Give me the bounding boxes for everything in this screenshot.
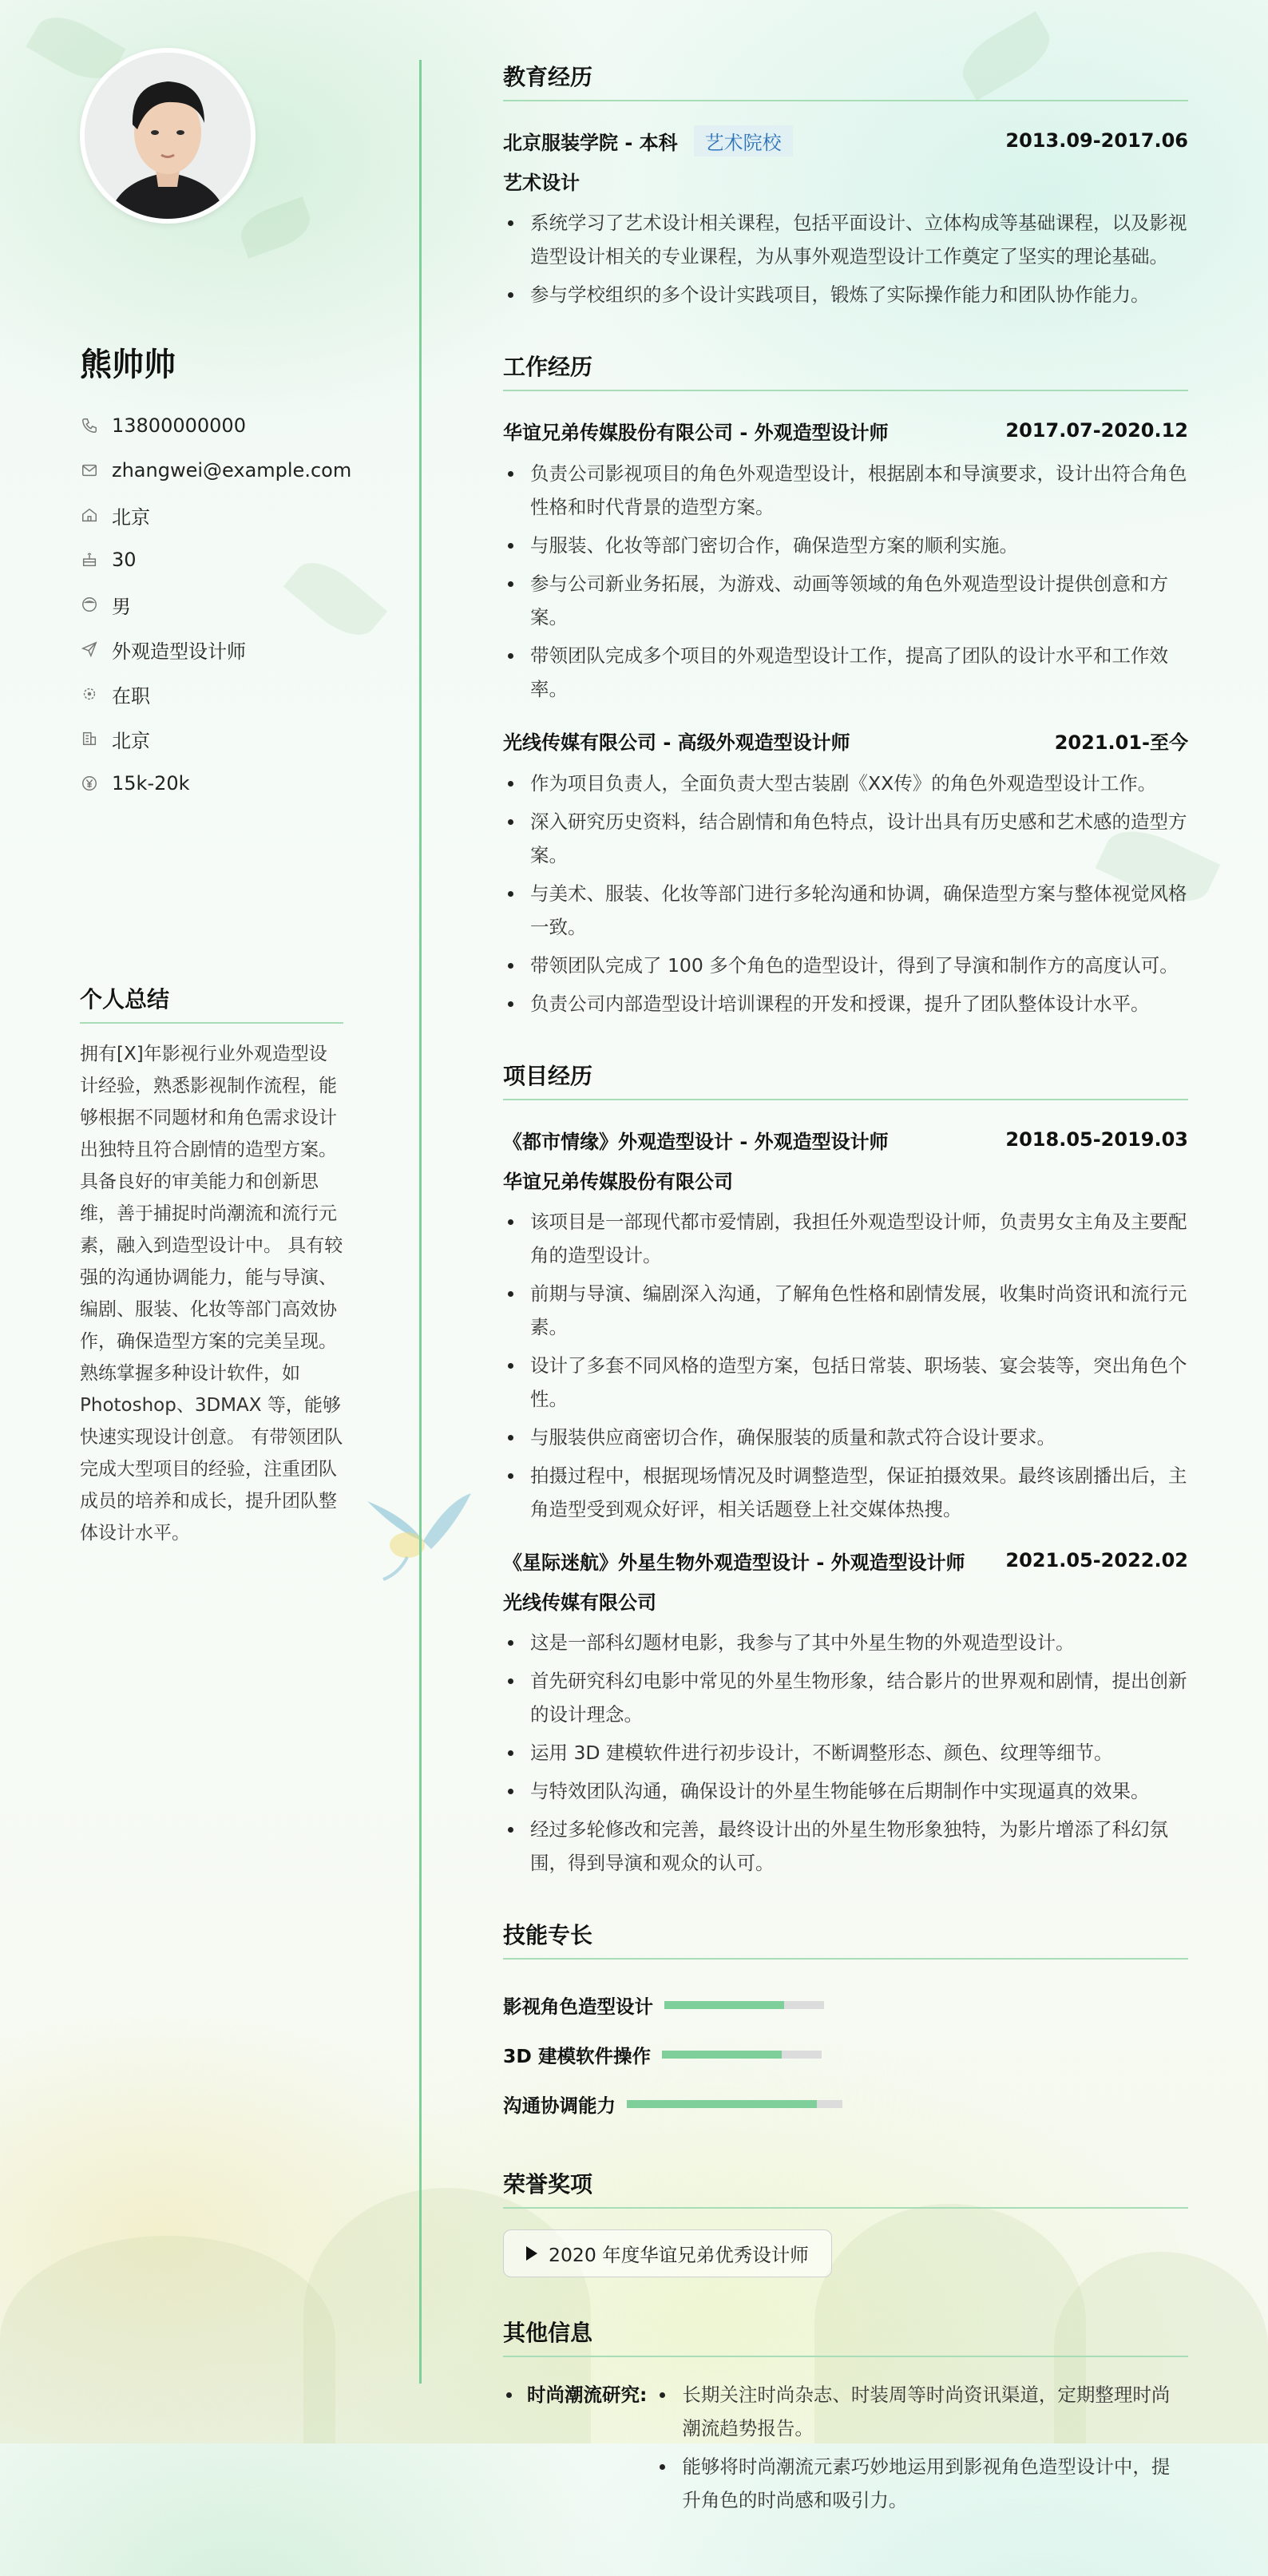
job-head — [503, 722, 1188, 759]
phone-text: 13800000000 — [112, 414, 246, 437]
project-head — [503, 1121, 1188, 1158]
mail-icon — [80, 461, 99, 480]
avatar — [80, 48, 256, 224]
phone-icon — [80, 416, 99, 435]
skill-bar-fill — [662, 2051, 782, 2059]
skill-name: 影视角色造型设计 — [503, 1995, 653, 2018]
list-item: 带领团队完成多个项目的外观造型设计工作，提高了团队的设计水平和工作效率。 — [503, 639, 1188, 706]
gender-item — [80, 582, 351, 627]
list-item: 设计了多套不同风格的造型方案，包括日常装、职场装、宴会装等，突出角色个性。 — [503, 1349, 1188, 1416]
list-item: 拍摄过程中，根据现场情况及时调整造型，保证拍摄效果。最终该剧播出后，主角造型受到观众好评，相关话题登上社交媒体热搜。 — [503, 1459, 1188, 1526]
list-item: 系统学习了艺术设计相关课程，包括平面设计、立体构成等基础课程，以及影视造型设计相关的专业课程，为从事外观造型设计工作奠定了坚实的理论基础。 — [503, 206, 1188, 273]
job-title: 华谊兄弟传媒股份有限公司 - 外观造型设计师 — [503, 421, 889, 444]
major: 艺术设计 — [503, 172, 580, 194]
list-item: 与服装、化妆等部门密切合作，确保造型方案的顺利实施。 — [503, 529, 1188, 562]
person-face-icon — [80, 595, 99, 614]
list-item: 负责公司影视项目的角色外观造型设计，根据剧本和导演要求，设计出符合角色性格和时代背景的造型方案。 — [503, 457, 1188, 524]
list-item: 与美术、服装、化妆等部门进行多轮沟通和协调，确保造型方案与整体视觉风格一致。 — [503, 877, 1188, 944]
school-tag: 艺术院校 — [694, 125, 793, 157]
city-item — [80, 716, 351, 761]
list-item: 带领团队完成了 100 多个角色的造型设计，得到了导演和制作方的高度认可。 — [503, 949, 1188, 982]
status-item — [80, 672, 351, 716]
work-section — [503, 350, 1188, 1020]
education-bullets — [503, 206, 1188, 311]
location-item — [80, 493, 351, 537]
divider-line — [419, 60, 422, 2384]
list-item: 与服装供应商密切合作，确保服装的质量和款式符合设计要求。 — [503, 1421, 1188, 1454]
project-bullets — [503, 1626, 1188, 1880]
list-item: 深入研究历史资料，结合剧情和角色特点，设计出具有历史感和艺术感的造型方案。 — [503, 805, 1188, 872]
education-head — [503, 122, 1188, 159]
job-bullets — [503, 457, 1188, 706]
skill-name: 3D 建模软件操作 — [503, 2045, 652, 2067]
skill-bar-fill — [664, 2001, 784, 2009]
list-item: 首先研究科幻电影中常见的外星生物形象，结合影片的世界观和剧情，提出创新的设计理念。 — [503, 1664, 1188, 1731]
work-title: 工作经历 — [503, 350, 1188, 391]
job-head — [503, 412, 1188, 449]
skills-list — [503, 1980, 1188, 2129]
summary-text: 拥有[X]年影视行业外观造型设计经验，熟悉影视制作流程，能够根据不同题材和角色需求设计出独特且符合剧情的造型方案。 具备良好的审美能力和创新思维，善于捕捉时尚潮流和流行元素，融入到造型设计中。 具有较强的沟通协调能力，能与导演、编剧、服装、化妆等部门高效协作，确保造型方案的完美呈现。 熟练掌握多种设计软件，如 Photoshop、3DMAX 等，能够快速实现设计创意。 有带领团队完成大型项目的经验，注重团队成员的培养和成长，提升团队整体设计水平。 — [80, 1044, 343, 1544]
job-date: 2021.01-至今 — [1054, 731, 1188, 754]
project-section — [503, 1059, 1188, 1880]
paper-plane-icon — [80, 640, 99, 659]
other-label: 时尚潮流研究: — [503, 2378, 647, 2538]
list-item: 运用 3D 建模软件进行初步设计，不断调整形态、颜色、纹理等细节。 — [503, 1736, 1188, 1770]
education-section — [503, 60, 1188, 311]
job-date: 2017.07-2020.12 — [1005, 419, 1188, 442]
skill-item — [503, 2079, 842, 2129]
phone-item — [80, 403, 351, 448]
person-name: 熊帅帅 — [80, 347, 176, 383]
sidebar — [0, 0, 415, 2443]
salary-text: 15k-20k — [112, 772, 190, 795]
list-item: 该项目是一部现代都市爱情剧，我担任外观造型设计师，负责男女主角及主要配角的造型设计。 — [503, 1205, 1188, 1272]
cake-icon — [80, 550, 99, 569]
skill-item — [503, 2030, 822, 2079]
list-item: 能够将时尚潮流元素巧妙地运用到影视角色造型设计中，提升角色的时尚感和吸引力。 — [655, 2450, 1188, 2517]
list-item: 参与学校组织的多个设计实践项目，锻炼了实际操作能力和团队协作能力。 — [503, 278, 1188, 311]
list-item: 参与公司新业务拓展，为游戏、动画等领域的角色外观造型设计提供创意和方案。 — [503, 567, 1188, 634]
award-text: 2020 年度华谊兄弟优秀设计师 — [549, 2244, 809, 2266]
list-item: 作为项目负责人，全面负责大型古装剧《XX传》的角色外观造型设计工作。 — [503, 767, 1188, 800]
email-item — [80, 448, 351, 493]
award-item[interactable] — [503, 2229, 832, 2277]
other-title: 其他信息 — [503, 2316, 1188, 2357]
email-text: zhangwei@example.com — [112, 459, 352, 482]
contact-info-list — [80, 403, 351, 806]
skill-name: 沟通协调能力 — [503, 2094, 616, 2117]
location-text: 北京 — [112, 505, 150, 529]
project-title: 项目经历 — [503, 1059, 1188, 1100]
gender-text: 男 — [112, 595, 131, 618]
summary-title: 个人总结 — [80, 982, 343, 1024]
status-text: 在职 — [112, 684, 150, 707]
project-bullets — [503, 1205, 1188, 1526]
other-row — [503, 2378, 1188, 2538]
list-item: 负责公司内部造型设计培训课程的开发和授课，提升了团队整体设计水平。 — [503, 987, 1188, 1020]
position-item — [80, 627, 351, 672]
position-text: 外观造型设计师 — [112, 640, 246, 663]
honors-section — [503, 2167, 1188, 2277]
age-text: 30 — [112, 549, 137, 571]
yuan-icon — [80, 774, 99, 793]
main-content — [503, 60, 1188, 2576]
other-bullets — [655, 2378, 1188, 2522]
list-item: 这是一部科幻题材电影，我参与了其中外星生物的外观造型设计。 — [503, 1626, 1188, 1659]
list-item: 长期关注时尚杂志、时装周等时尚资讯渠道，定期整理时尚潮流趋势报告。 — [655, 2378, 1188, 2445]
job-bullets — [503, 767, 1188, 1020]
school-name: 北京服装学院 - 本科 — [503, 131, 678, 154]
project-company: 华谊兄弟传媒股份有限公司 — [503, 1171, 733, 1193]
project-head — [503, 1542, 1188, 1579]
project-name: 《星际迷航》外星生物外观造型设计 - 外观造型设计师 — [503, 1551, 965, 1574]
list-item: 与特效团队沟通，确保设计的外星生物能够在后期制作中实现逼真的效果。 — [503, 1774, 1188, 1808]
status-icon — [80, 684, 99, 703]
skills-title: 技能专长 — [503, 1918, 1188, 1960]
list-item: 经过多轮修改和完善，最终设计出的外星生物形象独特，为影片增添了科幻氛围，得到导演和观众的认可。 — [503, 1813, 1188, 1880]
job-title: 光线传媒有限公司 - 高级外观造型设计师 — [503, 731, 850, 754]
project-company: 光线传媒有限公司 — [503, 1591, 656, 1614]
skill-bar-fill — [627, 2100, 817, 2108]
other-section — [503, 2316, 1188, 2538]
education-date: 2013.09-2017.06 — [1005, 129, 1188, 152]
skill-bar — [662, 2051, 822, 2059]
home-icon — [80, 505, 99, 525]
building-icon — [80, 729, 99, 748]
list-item: 前期与导演、编剧深入沟通，了解角色性格和剧情发展，收集时尚资讯和流行元素。 — [503, 1277, 1188, 1344]
project-date: 2018.05-2019.03 — [1005, 1128, 1188, 1151]
salary-item — [80, 761, 351, 806]
skill-bar — [664, 2001, 824, 2009]
skills-section — [503, 1918, 1188, 2129]
honors-title: 荣誉奖项 — [503, 2167, 1188, 2209]
education-title: 教育经历 — [503, 60, 1188, 101]
play-triangle-icon — [526, 2246, 537, 2261]
project-name: 《都市情缘》外观造型设计 - 外观造型设计师 — [503, 1130, 889, 1153]
age-item — [80, 537, 351, 582]
city-text: 北京 — [112, 729, 150, 752]
project-date: 2021.05-2022.02 — [1005, 1549, 1188, 1571]
skill-bar — [627, 2100, 842, 2108]
skill-item — [503, 1980, 824, 2030]
